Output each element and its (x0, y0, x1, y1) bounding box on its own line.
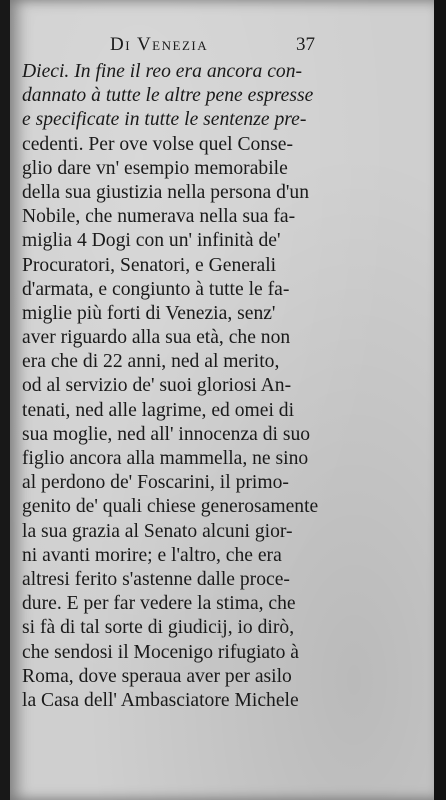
book-page (10, 0, 440, 800)
text-line: si fà di tal sorte di giudicij, io dirò, (22, 617, 295, 639)
page-edge-shadow (434, 0, 446, 800)
text-line: era che di 22 anni, ned al merito, (22, 351, 280, 373)
text-line: della sua giustizia nella persona d'un (22, 181, 310, 203)
text-line: d'armata, e congiunto à tutte le fa- (22, 278, 290, 300)
text-line: Procuratori, Senatori, e Generali (22, 254, 277, 276)
text-line: miglie più forti di Venezia, senz' (22, 302, 276, 324)
text-line: miglia 4 Dogi con un' infinità de' (22, 230, 281, 252)
text-line: glio dare vn' esempio memorabile (22, 157, 288, 179)
text-line: ni avanti morire; e l'altro, che era (22, 544, 282, 566)
text-line: cedenti. Per ove volse quel Conse- (22, 133, 293, 155)
text-line: al perdono de' Foscarini, il primo- (22, 472, 289, 494)
page-number: 37 (296, 34, 315, 55)
text-line: altresi ferito s'astenne dalle proce- (22, 568, 290, 590)
text-line: tenati, ned alle lagrime, ed omei di (22, 399, 295, 421)
text-line: Dieci. In fine il reo era ancora con- (22, 61, 303, 82)
text-line: dannato à tutte le altre pene espresse (22, 85, 314, 107)
text-line: Roma, dove speraua aver per asilo (22, 665, 292, 687)
body-text (22, 60, 360, 713)
text-line: aver riguardo alla sua età, che non (22, 327, 291, 349)
text-line: la sua grazia al Senato alcuni gior- (22, 520, 293, 542)
text-line: e specificate in tutte le sentenze pre- (22, 109, 307, 131)
text-line: genito de' quali chiese generosamente (22, 496, 319, 518)
text-line: che sendosi il Mocenigo rifugiato à (22, 641, 299, 663)
text-line: sua moglie, ned all' innocenza di suo (22, 423, 311, 445)
page-header (10, 34, 440, 58)
text-line: Nobile, che numerava nella sua fa- (22, 206, 296, 228)
text-line: dure. E per far vedere la stima, che (22, 593, 296, 615)
running-head: Di Venezia (110, 34, 209, 55)
text-line: od al servizio de' suoi gloriosi An- (22, 375, 292, 397)
text-line: figlio ancora alla mammella, ne sino (22, 448, 309, 469)
text-line: la Casa dell' Ambasciatore Michele (22, 689, 299, 711)
